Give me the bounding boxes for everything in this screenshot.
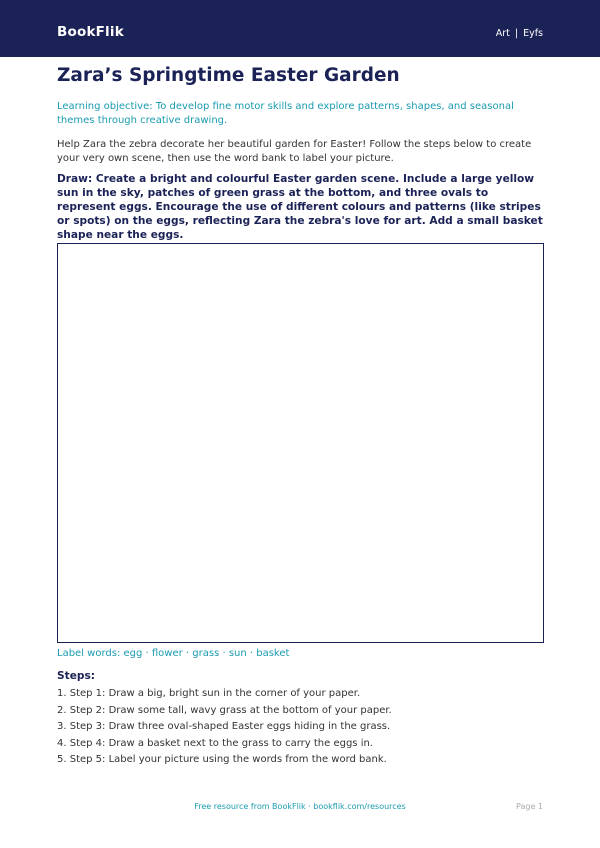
word-bank: Label words: egg · flower · grass · sun · basket: [57, 648, 290, 659]
drawing-area[interactable]: [57, 243, 544, 643]
intro-text: Help Zara the zebra decorate her beautiful garden for Easter! Follow the steps below to create your very own scene, then use the word bank to label your picture.: [57, 139, 532, 164]
step-item: 3. Step 3: Draw three oval-shaped Easter eggs hiding in the grass.: [57, 721, 391, 732]
step-item: 1. Step 1: Draw a big, bright sun in the corner of your paper.: [57, 688, 361, 699]
steps-heading: Steps:: [57, 670, 96, 682]
step-item: 5. Step 5: Label your picture using the words from the word bank.: [57, 754, 387, 765]
header-bar: [0, 0, 600, 57]
page-title: Zara’s Springtime Easter Garden: [57, 65, 400, 86]
step-item: 4. Step 4: Draw a basket next to the grass to carry the eggs in.: [57, 737, 373, 749]
page-number: Page 1: [516, 802, 543, 811]
learning-objective: Learning objective: To develop fine motor skills and explore patterns, shapes, and seasonal themes through creative drawing.: [57, 101, 514, 126]
level-label: Eyfs: [523, 28, 543, 39]
brand-logo[interactable]: BookFlik: [57, 24, 124, 40]
drawing-task: Draw: Create a bright and colourful Easter garden scene. Include a large yellow sun in the sky, patches of green grass at the bottom, and three ovals to represent eggs. Encourage the use of different colours and patterns (like stripes or spots) on the eggs, reflecting Zara the zebra's love for art. Add a small basket shape near the eggs.: [57, 173, 543, 241]
subject-label: Art: [495, 28, 510, 39]
footer-credit[interactable]: Free resource from BookFlik · bookflik.com/resources: [194, 802, 406, 811]
separator: |: [514, 28, 519, 39]
steps-list: [57, 687, 392, 770]
subject-level: [496, 28, 543, 39]
step-item: 2. Step 2: Draw some tall, wavy grass at the bottom of your paper.: [57, 704, 392, 716]
